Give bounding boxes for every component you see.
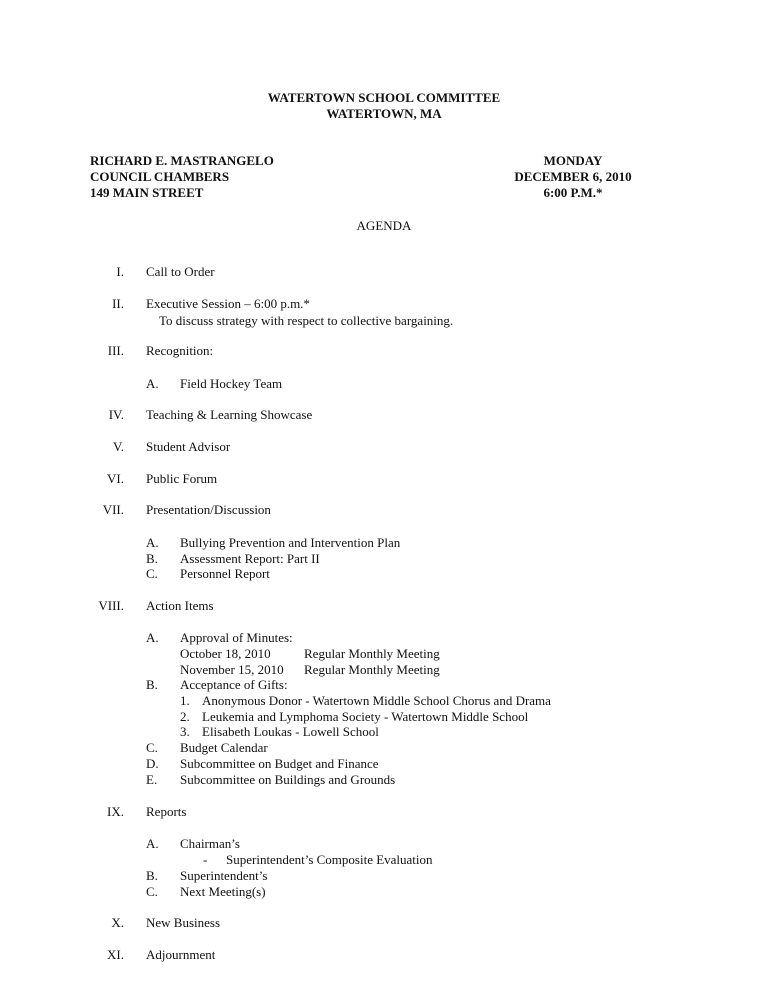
sub-bullet-text: Superintendent’s Composite Evaluation xyxy=(226,852,433,867)
gift-number: 2. xyxy=(180,709,190,724)
sub-item-text: Personnel Report xyxy=(180,566,270,581)
item-number: V. xyxy=(113,439,124,454)
sub-item-letter: A. xyxy=(146,836,159,851)
item-number: II. xyxy=(112,296,124,311)
meeting-date: DECEMBER 6, 2010 xyxy=(514,169,632,184)
item-number: VII. xyxy=(102,502,124,517)
sub-item-letter: A. xyxy=(146,376,159,391)
sub-item-text: Field Hockey Team xyxy=(180,376,283,391)
minutes-desc: Regular Monthly Meeting xyxy=(304,662,440,677)
item-label: Call to Order xyxy=(146,264,215,279)
sub-item-text: Subcommittee on Buildings and Grounds xyxy=(180,772,396,787)
item-number: IV. xyxy=(108,407,124,422)
sub-item-letter: C. xyxy=(146,740,158,755)
gift-text: Leukemia and Lymphoma Society - Watertown Middle School xyxy=(202,709,529,724)
item-note: To discuss strategy with respect to collective bargaining. xyxy=(159,313,454,328)
item-label: Executive Session – 6:00 p.m.* xyxy=(146,296,310,311)
item-label: Adjournment xyxy=(146,947,216,962)
item-label: Teaching & Learning Showcase xyxy=(146,407,313,422)
item-number: X. xyxy=(111,915,124,930)
venue-address: 149 MAIN STREET xyxy=(90,185,204,200)
sub-item-letter: B. xyxy=(146,551,158,566)
sub-item-letter: B. xyxy=(146,677,158,692)
sub-item-text: Budget Calendar xyxy=(180,740,268,755)
sub-item-letter: E. xyxy=(146,772,158,787)
sub-item-text: Superintendent’s xyxy=(180,868,268,883)
agenda-title: AGENDA xyxy=(356,218,412,233)
item-number: I. xyxy=(116,264,124,279)
item-label: Public Forum xyxy=(146,471,218,486)
item-number: VIII. xyxy=(98,598,124,613)
item-number: III. xyxy=(107,343,124,358)
committee-location: WATERTOWN, MA xyxy=(326,106,442,121)
item-label: New Business xyxy=(146,915,221,930)
meeting-time: 6:00 P.M.* xyxy=(543,185,603,200)
sub-item-letter: A. xyxy=(146,535,159,550)
venue-name: RICHARD E. MASTRANGELO xyxy=(90,153,274,168)
committee-title: WATERTOWN SCHOOL COMMITTEE xyxy=(267,90,501,105)
item-label: Presentation/Discussion xyxy=(146,502,271,517)
sub-item-text: Assessment Report: Part II xyxy=(180,551,320,566)
item-label: Reports xyxy=(146,804,187,819)
sub-item-text: Chairman’s xyxy=(180,836,240,851)
gift-number: 1. xyxy=(180,693,190,708)
item-number: IX. xyxy=(107,804,124,819)
gift-text: Anonymous Donor - Watertown Middle School Chorus and Drama xyxy=(202,693,551,708)
item-label: Recognition: xyxy=(146,343,214,358)
gift-number: 3. xyxy=(180,724,190,739)
venue-room: COUNCIL CHAMBERS xyxy=(90,169,230,184)
item-number: XI. xyxy=(107,947,124,962)
sub-bullet-dash: - xyxy=(203,852,208,867)
sub-item-letter: C. xyxy=(146,566,158,581)
item-label: Student Advisor xyxy=(146,439,231,454)
minutes-date: October 18, 2010 xyxy=(180,646,271,661)
sub-item-text: Subcommittee on Budget and Finance xyxy=(180,756,379,771)
sub-item-letter: B. xyxy=(146,868,158,883)
item-number: VI. xyxy=(107,471,124,486)
minutes-date: November 15, 2010 xyxy=(180,662,284,677)
gift-text: Elisabeth Loukas - Lowell School xyxy=(202,724,379,739)
sub-item-letter: D. xyxy=(146,756,159,771)
sub-item-text: Bullying Prevention and Intervention Plan xyxy=(180,535,401,550)
sub-item-text: Acceptance of Gifts: xyxy=(180,677,288,692)
sub-item-text: Approval of Minutes: xyxy=(180,630,293,645)
meeting-day: MONDAY xyxy=(543,153,603,168)
sub-item-text: Next Meeting(s) xyxy=(180,884,266,899)
sub-item-letter: A. xyxy=(146,630,159,645)
minutes-desc: Regular Monthly Meeting xyxy=(304,646,440,661)
sub-item-letter: C. xyxy=(146,884,158,899)
item-label: Action Items xyxy=(146,598,214,613)
